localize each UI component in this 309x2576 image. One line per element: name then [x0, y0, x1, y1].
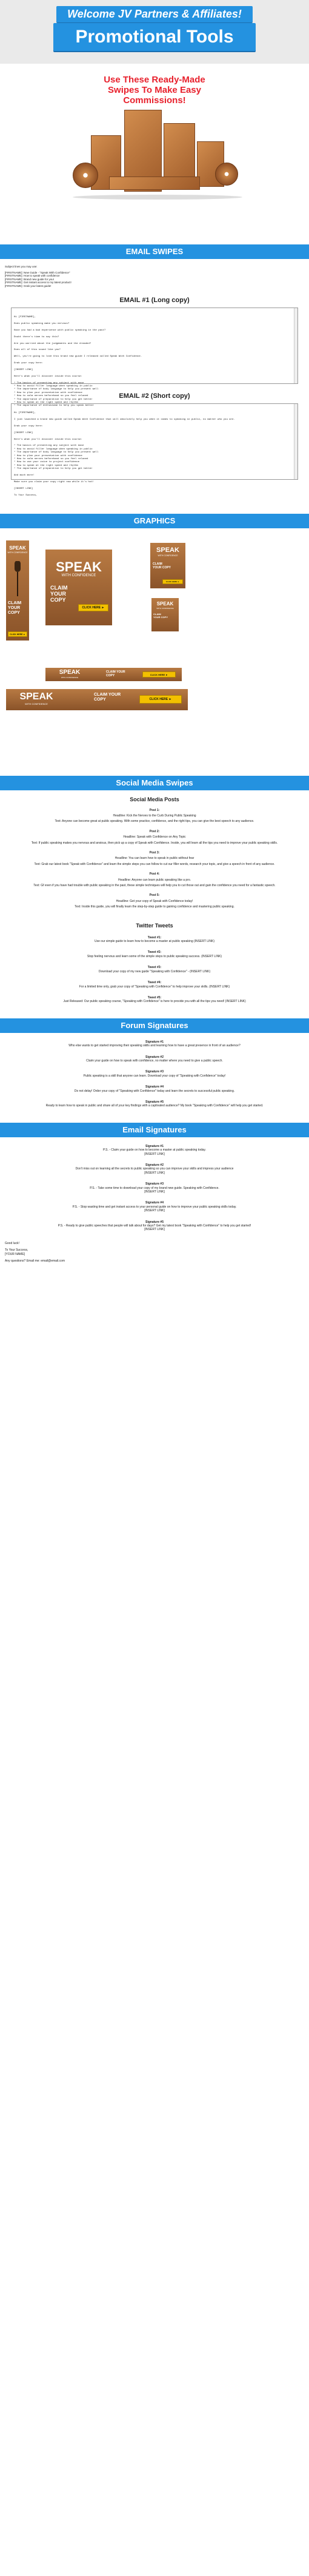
email-sig-label: Signature #4	[145, 1201, 164, 1205]
section-forum-signatures: Forum Signatures	[0, 1018, 309, 1033]
email-1-title: EMAIL #1 (Long copy)	[119, 296, 190, 304]
banner-claim-text: CLAIM YOUR COPY	[50, 584, 68, 603]
post-text: Text: If public speaking makes you nervous and anxious, then pick up a copy of Speak with Confidence. Inside, you will learn all the tips you need to improve your public speaking skills.	[31, 841, 278, 845]
email-2-scrollbar[interactable]	[294, 404, 297, 479]
section-email-signatures: Email Signatures	[0, 1123, 309, 1137]
social-posts	[0, 809, 309, 909]
banner-rectangle-large[interactable]	[45, 550, 112, 625]
email-1-body: Hi [FIRSTNAME], Does public speaking make you nervous? Have you had a bad experience with public speaking in the past? Doubt there's time to say this? Are you worried about the judgements and the dreaded? Does all of this sound like you? Well, you're going to love this brand new guide I released called Speak With Confidence. Grab your copy here: [INSERT LINK] Here's what you'll discover inside this course: * The basics of presenting any subject with ease * How to avoid filler language when speaking in public * The importance of body language to help you present well * How to plan your presentation with confidence * How to calm nerves beforehand so you feel relaxed * The importance of preparation to help you get better * How to speak at the right speed and rhythm * The importance of enthusiasm to help you speak better	[14, 316, 142, 408]
forum-sig-text: Ready to learn how to speak in public and share all of your key findings with a captivated audience? My book "Speaking with Confidence" will help you get started.	[45, 1104, 264, 1108]
product-disc-right	[215, 163, 238, 186]
product-box-bottom	[109, 177, 200, 190]
banner-claim-text: CLAIM YOUR COPY	[153, 562, 171, 570]
footer-good-luck: Good luck!	[5, 1241, 19, 1245]
post-headline: Headline: Speak with Confidence on Any Topic	[123, 835, 186, 839]
page-title-text: Promotional Tools	[53, 23, 255, 51]
tweet-text: Just Released: Our public speaking course, "Speaking with Confidence" is here to provide you with all the tips you need! (INSERT LINK)	[63, 1000, 246, 1004]
banner-click-button[interactable]: CLICK HERE ►	[78, 604, 108, 611]
subject-line: [FIRSTNAME]: Get instant access to my latest product!	[5, 281, 71, 284]
subject-line: [FIRSTNAME]: Grab your latest guide!	[5, 284, 51, 288]
post-headline: Headline: Get your copy of Speak with Confidence today!	[116, 899, 193, 903]
post-headline: Headline: You can learn how to speak in public without fear	[115, 856, 194, 861]
banner-confidence-text: WITH CONFIDENCE	[25, 702, 48, 705]
tweet-text: For a limited time only, grab your copy of "Speaking with Confidence" to help improve your skills. (INSERT LINK)	[79, 984, 230, 989]
email-sig-text: P.S. - Claim your guide on how to become a master at public speaking today.	[103, 1148, 206, 1152]
banner-click-button[interactable]: CLICK HERE ►	[142, 671, 176, 678]
banner-speak-text: SPEAK	[19, 691, 53, 702]
banner-click-button[interactable]: CLICK HERE ►	[162, 579, 183, 584]
footer-contact[interactable]: Any questions? Email me: email@email.com	[5, 1259, 65, 1263]
email-sig-link[interactable]: [INSERT LINK]	[144, 1228, 165, 1232]
email-sig-text: Don't miss out on learning all the secrets to public speaking so you can improve your skills and impress your audience	[75, 1167, 234, 1171]
forum-sig-label: Signature #1	[145, 1040, 164, 1044]
social-posts-title: Social Media Posts	[130, 796, 179, 802]
subject-line: [FIRSTNAME]: Brand new guide for you!	[5, 277, 55, 281]
banner-claim-text: CLAIM YOUR COPY	[94, 692, 121, 702]
email-2-title: EMAIL #2 (Short copy)	[119, 392, 190, 400]
post-headline: Headline: Kick the Nerves to the Curb During Public Speaking	[113, 813, 196, 818]
email-sig-label: Signature #5	[145, 1220, 164, 1224]
email-sig-link[interactable]: [INSERT LINK]	[144, 1171, 165, 1175]
post-label: Post 2:	[149, 829, 160, 833]
tweet-label: Tweet #5:	[147, 995, 162, 1000]
banner-square-medium[interactable]	[150, 543, 185, 588]
tagline: Use These Ready-Made Swipes To Make Easy Commissions!	[104, 75, 205, 106]
banner-confidence-text: WITH CONFIDENCE	[61, 573, 96, 577]
post-label: Post 1:	[149, 808, 160, 812]
post-text: Text: Anyone can become great at public speaking. With some practice, confidence, and the right tips, you can give the best speech to any audience.	[55, 819, 254, 824]
email-signatures	[0, 1145, 309, 1232]
banner-confidence-text: WITH CONFIDENCE	[158, 554, 178, 557]
banner-claim-text: CLAIM YOUR COPY	[153, 612, 168, 619]
email-sig-link[interactable]: [INSERT LINK]	[144, 1190, 165, 1194]
email-1-scrollbar[interactable]	[294, 308, 297, 383]
twitter-title: Twitter Tweets	[136, 922, 173, 929]
banner-leaderboard-small[interactable]	[45, 668, 182, 681]
forum-sig-label: Signature #5	[145, 1100, 164, 1104]
tweet-label: Tweet #1:	[147, 935, 162, 940]
tweet-label: Tweet #4:	[147, 981, 162, 985]
section-graphics: GRAPHICS	[0, 514, 309, 528]
tweet-text: Download your copy of my new guide "Speaking with Confidence" - (INSERT LINK)	[98, 969, 211, 974]
email-sig-text: P.S. - Ready to give public speeches that people will talk about for days? Get my latest book "Speaking with Confidence" to help you get started!	[58, 1224, 251, 1228]
page-footer	[0, 1242, 309, 1263]
hero-shadow	[73, 195, 242, 200]
banner-square-small[interactable]	[151, 598, 179, 631]
post-headline: Headline: Anyone can learn public speaking like a pro.	[118, 878, 191, 882]
subject-intro: Subject lines you may use:	[5, 265, 38, 268]
banner-skyscraper[interactable]	[6, 540, 29, 641]
forum-sig-text: Public speaking is a skill that anyone can learn. Download your copy of "Speaking with Confidence" today!	[83, 1074, 226, 1078]
footer-name: [YOUR NAME]	[5, 1252, 25, 1256]
post-text: Text: Gf even if you have had trouble with public speaking in the past, these simple techniques will help you to cut those out and gain the confidence you need for a fantastic speech.	[33, 884, 276, 888]
subject-line: [FIRSTNAME]: New Guide - "Speak With Confidence"	[5, 271, 70, 274]
tweet-text: Use our simple guide to learn how to become a master at public speaking (INSERT LINK)	[95, 940, 214, 944]
post-text: Text: Grab our latest book "Speak with Confidence" and learn the simple steps you can follow to cut our filler words, research your topic, and give a speech in front of any audience.	[34, 862, 275, 866]
forum-sig-text: Who else wants to get started improving their speaking skills and learning how to have a great presence in front of an audience?	[68, 1044, 241, 1048]
section-social: Social Media Swipes	[0, 776, 309, 790]
banner-speak-text: SPEAK	[56, 559, 102, 574]
post-label: Post 3:	[149, 851, 160, 855]
forum-sig-label: Signature #4	[145, 1085, 164, 1089]
tweet-text: Stop feeling nervous and learn some of the simple steps to public speaking success. (INSERT LINK)	[87, 954, 222, 958]
banner-click-button[interactable]: CLICK HERE ►	[8, 631, 27, 637]
post-label: Post 4:	[149, 872, 160, 876]
welcome-text: Welcome JV Partners & Affiliates!	[56, 6, 253, 22]
banner-confidence-text: WITH CONFIDENCE	[7, 551, 28, 554]
email-2-body: Hi [FIRSTNAME], I just launched a brand new guide called Speak With Confidence that will absolutely help you when it comes to speaking in public, no matter who you are. Grab your copy here: [INSERT LINK] Here's what you'll discover inside this course: * The basics of presenting any subject with ease * How to avoid filler language when speaking in public * The importance of body language to help you present well * How to plan your presentation with confidence * How to calm nerves beforehand so you feel relaxed * How to use your voice to project confidence * How to speak at the right speed and rhythm * The importance of preparation to help you get better And much more! Make sure you claim your copy right now while it's hot! [INSERT LINK] To Your Success,	[14, 412, 235, 497]
forum-sig-text: Claim your guide on how to speak with confidence, no matter where you need to give a public speech.	[86, 1058, 223, 1063]
section-email-swipes: EMAIL SWIPES	[0, 244, 309, 259]
page-title	[0, 23, 309, 51]
page-header	[0, 0, 309, 64]
welcome-banner	[0, 6, 309, 22]
email-sig-text: P.S. - Take some time to download your copy of my brand new guide. Speaking with Confidence.	[90, 1186, 219, 1190]
email-2-textarea[interactable]	[11, 403, 298, 497]
email-sig-label: Signature #2	[145, 1163, 164, 1167]
twitter-tweets	[0, 936, 309, 1004]
banner-speak-text: SPEAK	[59, 668, 81, 676]
product-disc-left	[73, 163, 98, 188]
email-sig-link[interactable]: [INSERT LINK]	[144, 1209, 165, 1213]
banner-click-button[interactable]: CLICK HERE ►	[139, 695, 182, 704]
forum-sig-label: Signature #3	[145, 1070, 164, 1074]
mic-stand-icon	[17, 572, 18, 596]
banner-claim-text: CLAIM YOUR COPY	[106, 670, 125, 678]
microphone-icon	[15, 561, 21, 572]
email-sig-link[interactable]: [INSERT LINK]	[144, 1152, 165, 1156]
tweet-label: Tweet #3:	[147, 966, 162, 970]
banner-confidence-text: WITH CONFIDENCE	[156, 607, 174, 610]
banner-leaderboard-wide[interactable]	[6, 689, 188, 710]
banner-speak-text: SPEAK	[156, 600, 174, 607]
banner-gallery	[0, 540, 309, 741]
banner-speak-text: SPEAK	[9, 545, 26, 551]
banner-speak-text: SPEAK	[156, 546, 179, 554]
forum-sig-text: Do not delay! Order your copy of "Speaking with Confidence" today and learn the secrets to successful public speaking.	[74, 1089, 235, 1093]
forum-sig-label: Signature #2	[145, 1055, 164, 1059]
email-sig-text: P.S. - Stop wasting time and get instant access to your personal guide on how to improve your public speaking skills today.	[72, 1205, 237, 1209]
email-sig-label: Signature #3	[145, 1182, 164, 1186]
tweet-label: Tweet #2:	[147, 950, 162, 955]
forum-signatures	[0, 1040, 309, 1108]
post-label: Post 5:	[149, 893, 160, 898]
email-sig-label: Signature #1	[145, 1144, 164, 1148]
subject-lines	[0, 265, 309, 288]
banner-claim-text: CLAIM YOUR COPY	[8, 600, 22, 615]
post-text: Text: Inside this guide, you will finally learn the step-by-step guide to gaining confidence and mastering public speaking.	[75, 905, 234, 909]
product-hero-image	[0, 105, 309, 203]
subject-line: [FIRSTNAME]: How to speak with confidence	[5, 274, 60, 278]
footer-success: To Your Success,	[5, 1248, 28, 1252]
banner-confidence-text: WITH CONFIDENCE	[61, 676, 79, 679]
